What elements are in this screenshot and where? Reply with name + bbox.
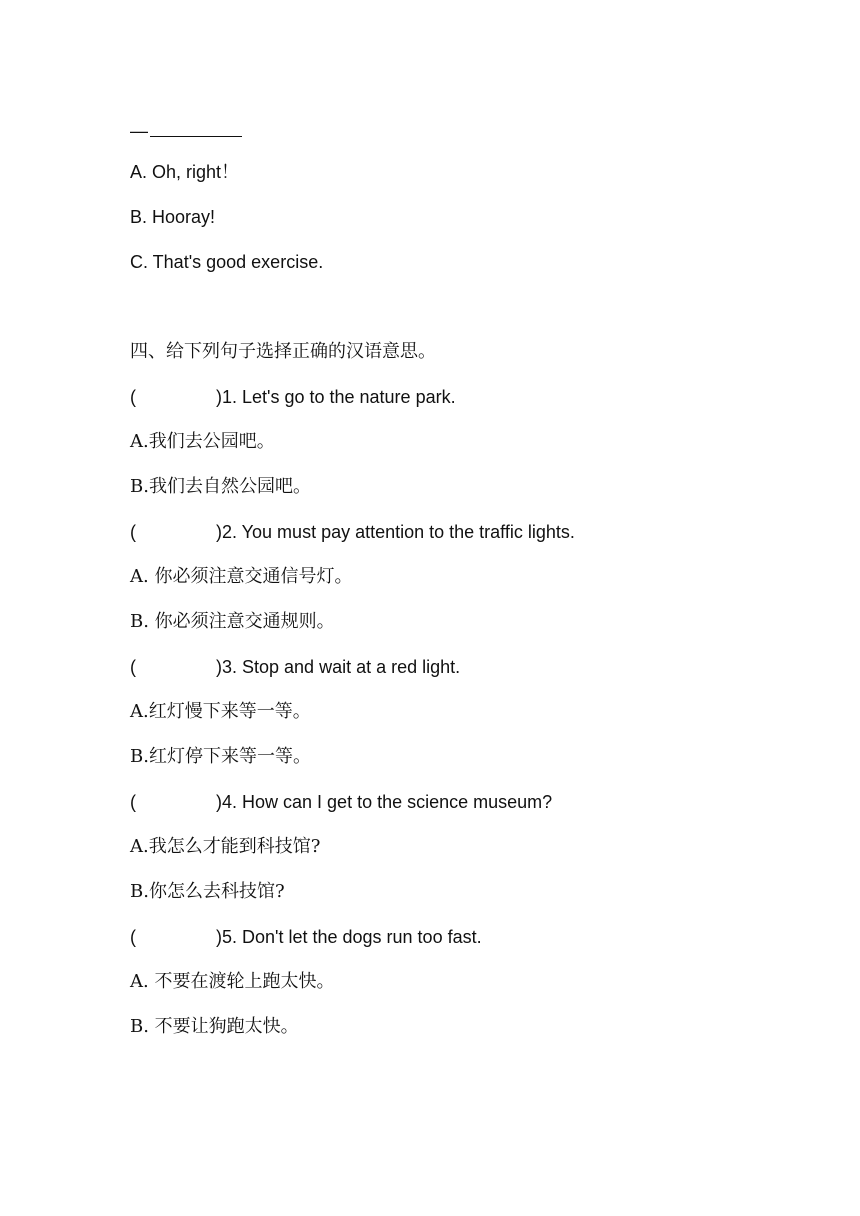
question-5-option-a: A. 不要在渡轮上跑太快。	[130, 971, 335, 992]
question-1-option-b: B.我们去自然公园吧。	[130, 476, 311, 497]
question-4-stem: )4. How can I get to the science museum?	[216, 792, 553, 812]
question-5	[130, 925, 482, 949]
question-2-stem: )2. You must pay attention to the traffic lights.	[216, 522, 575, 542]
question-2-open-paren: (	[130, 522, 136, 542]
question-4-option-b: B.你怎么去科技馆?	[130, 881, 285, 902]
prev-option-b: B. Hooray!	[130, 207, 216, 227]
question-3-option-b: B.红灯停下来等一等。	[130, 746, 311, 767]
question-3	[130, 655, 460, 679]
question-1-option-a: A.我们去公园吧。	[130, 431, 275, 452]
prev-option-a: A. Oh, right！	[130, 162, 240, 182]
question-3-open-paren: (	[130, 657, 136, 677]
question-5-open-paren: (	[130, 927, 136, 947]
answer-dash: —	[130, 121, 148, 141]
question-2-option-b: B. 你必须注意交通规则。	[130, 611, 335, 632]
question-3-stem: )3. Stop and wait at a red light.	[216, 657, 461, 677]
prev-option-c: C. That's good exercise.	[130, 252, 324, 272]
answer-blank-line	[130, 118, 242, 143]
question-1-open-paren: (	[130, 387, 136, 407]
section-title: 四、给下列句子选择正确的汉语意思。	[130, 341, 436, 362]
answer-blank[interactable]	[150, 118, 242, 137]
question-4-option-a: A.我怎么才能到科技馆?	[130, 836, 321, 857]
question-4-open-paren: (	[130, 792, 136, 812]
question-2-option-a: A. 你必须注意交通信号灯。	[130, 566, 353, 587]
question-1-stem: )1. Let's go to the nature park.	[216, 387, 456, 407]
question-3-option-a: A.红灯慢下来等一等。	[130, 701, 311, 722]
question-5-option-b: B. 不要让狗跑太快。	[130, 1016, 299, 1037]
question-4	[130, 790, 552, 814]
question-5-stem: )5. Don't let the dogs run too fast.	[216, 927, 482, 947]
question-1	[130, 385, 456, 409]
question-2	[130, 520, 575, 544]
